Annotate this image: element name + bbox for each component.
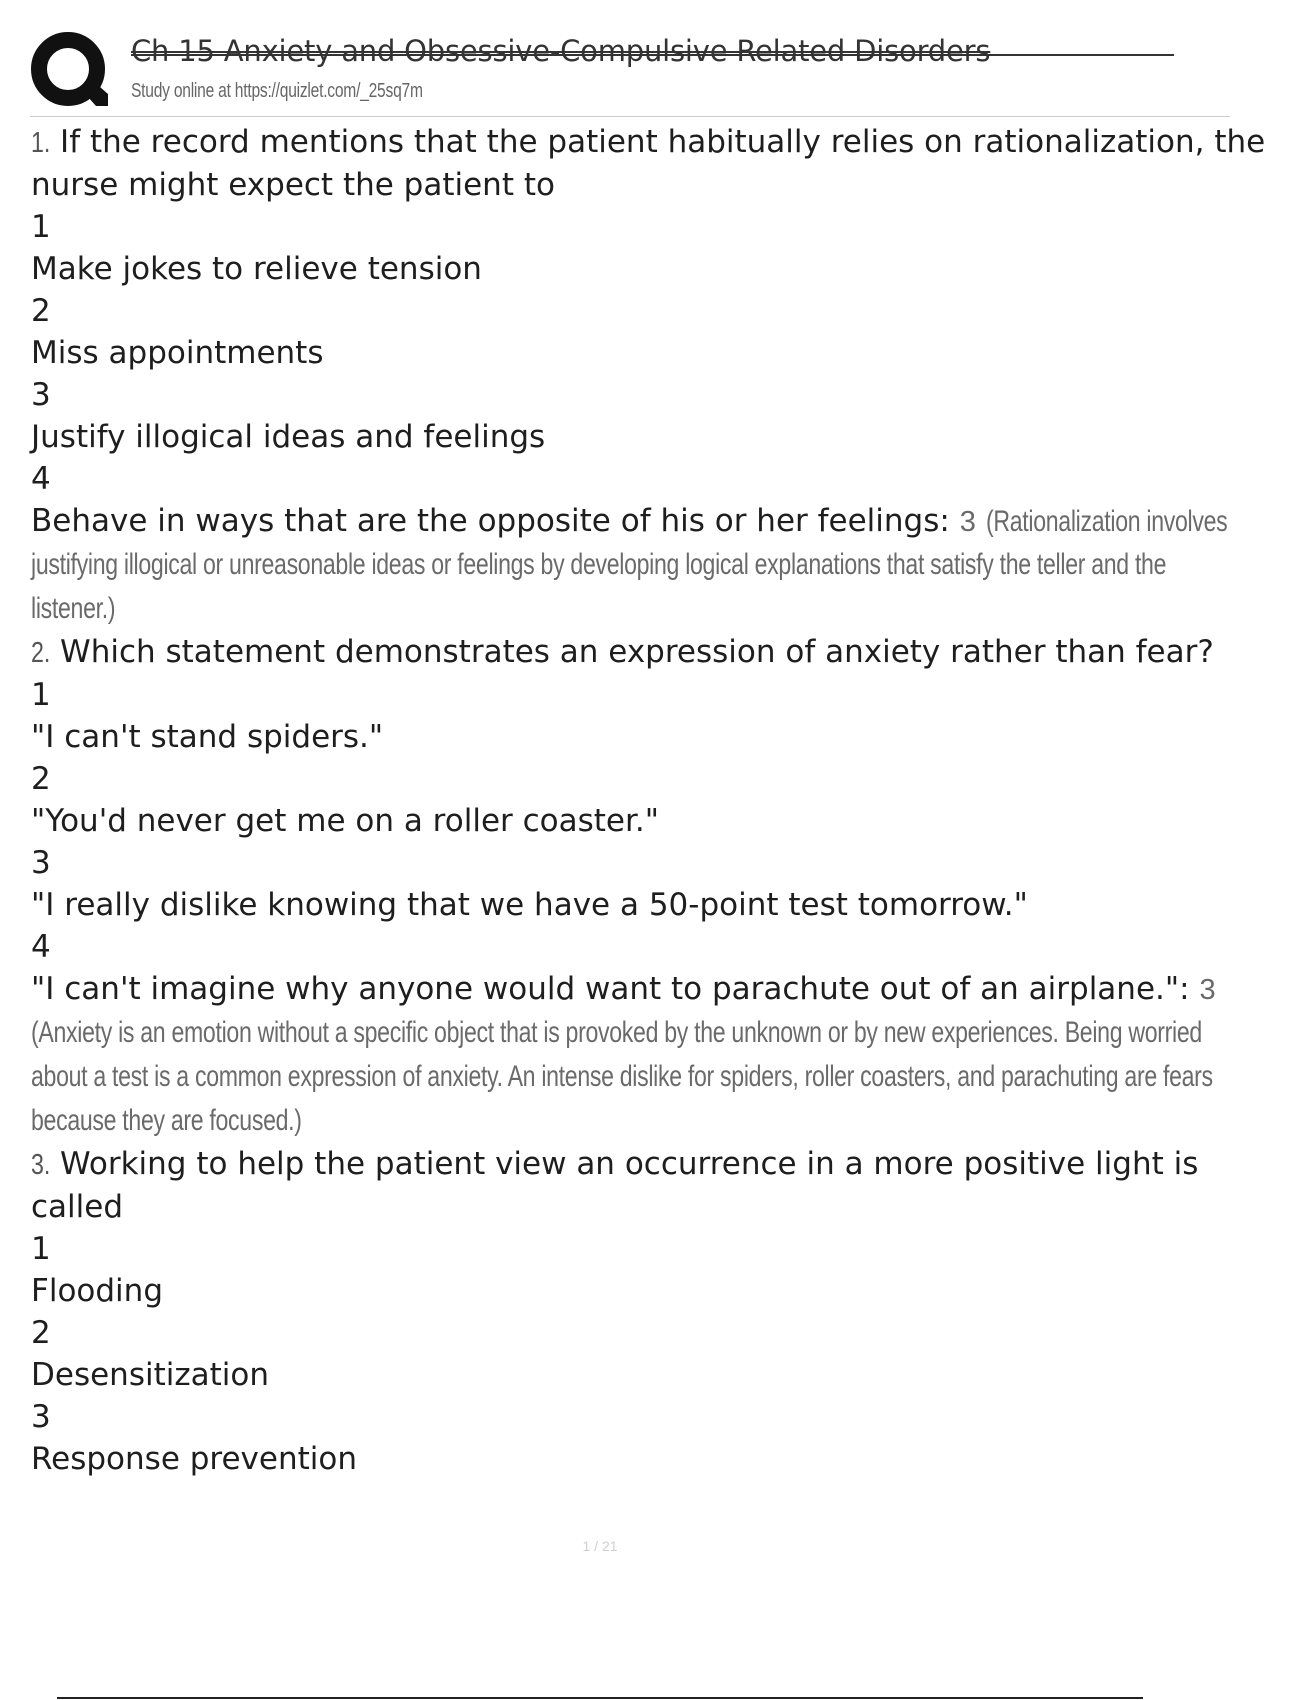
- option-text-with-answer: [31, 500, 1228, 543]
- option-number: 1: [31, 677, 51, 713]
- option-text: Make jokes to relieve tension: [31, 251, 482, 287]
- question-text: If the record mentions that the patient habitually relies on rationalization, the: [60, 124, 1266, 160]
- option-text: Justify illogical ideas and feelings: [31, 419, 546, 455]
- explanation-text: (Rationalization involves: [985, 505, 1228, 538]
- answer-number: 3: [959, 506, 976, 538]
- footer-divider: [57, 1697, 1143, 1699]
- option-number: 2: [31, 1315, 51, 1351]
- option-text: "I can't imagine why anyone would want to parachute out of an airplane.":: [31, 971, 1190, 1007]
- option-text: Flooding: [31, 1273, 163, 1309]
- option-number: 3: [31, 845, 51, 881]
- option-number: 2: [31, 293, 51, 329]
- option-number: 4: [31, 461, 51, 497]
- answer-number: 3: [1199, 974, 1216, 1006]
- question-text: Working to help the patient view an occurrence in a more positive light is: [60, 1146, 1199, 1182]
- option-text: "I can't stand spiders.": [31, 719, 384, 755]
- question-1-text: [31, 121, 1266, 164]
- option-number: 2: [31, 761, 51, 797]
- question-text: Which statement demonstrates an expression of anxiety rather than fear?: [60, 634, 1214, 670]
- question-2-text: [31, 631, 1214, 674]
- question-list: [31, 121, 1266, 1480]
- option-text-with-answer: [31, 968, 1216, 1011]
- question-1-text-cont: nurse might expect the patient to: [31, 167, 555, 203]
- option-text: Response prevention: [31, 1441, 357, 1477]
- explanation-text: justifying illogical or unreasonable ideas or feelings by developing logical explanations that satisfy the teller and the: [31, 548, 1167, 581]
- explanation-text: listener.): [31, 592, 116, 625]
- question-number: 3.: [31, 1149, 51, 1181]
- page-number: 1 / 21: [582, 1538, 618, 1554]
- question-number: 1.: [31, 127, 51, 159]
- option-text: "I really dislike knowing that we have a 50-point test tomorrow.": [31, 887, 1028, 923]
- question-3-text: [31, 1143, 1200, 1186]
- document-title: Ch 15 Anxiety and Obsessive-Compulsive Related Disorders: [131, 34, 991, 68]
- quizlet-logo-icon: [30, 30, 110, 110]
- option-text: Behave in ways that are the opposite of his or her feelings:: [31, 503, 950, 539]
- option-text: Desensitization: [31, 1357, 269, 1393]
- explanation-text: (Anxiety is an emotion without a specific object that is provoked by the unknown or by new experiences. Being worried: [31, 1016, 1202, 1049]
- explanation-text: because they are focused.): [31, 1104, 302, 1137]
- question-number: 2.: [31, 637, 51, 669]
- document-header: [30, 28, 1150, 118]
- option-number: 1: [31, 209, 51, 245]
- option-number: 1: [31, 1231, 51, 1267]
- explanation-text: about a test is a common expression of anxiety. An intense dislike for spiders, roller coasters, and parachuting are fears: [31, 1060, 1213, 1093]
- option-text: "You'd never get me on a roller coaster.": [31, 803, 660, 839]
- option-number: 3: [31, 377, 51, 413]
- study-link[interactable]: Study online at https://quizlet.com/_25sq7m: [131, 80, 423, 102]
- question-3-text-cont: called: [31, 1189, 124, 1225]
- header-divider: [30, 116, 1230, 117]
- option-number: 4: [31, 929, 51, 965]
- option-number: 3: [31, 1399, 51, 1435]
- option-text: Miss appointments: [31, 335, 324, 371]
